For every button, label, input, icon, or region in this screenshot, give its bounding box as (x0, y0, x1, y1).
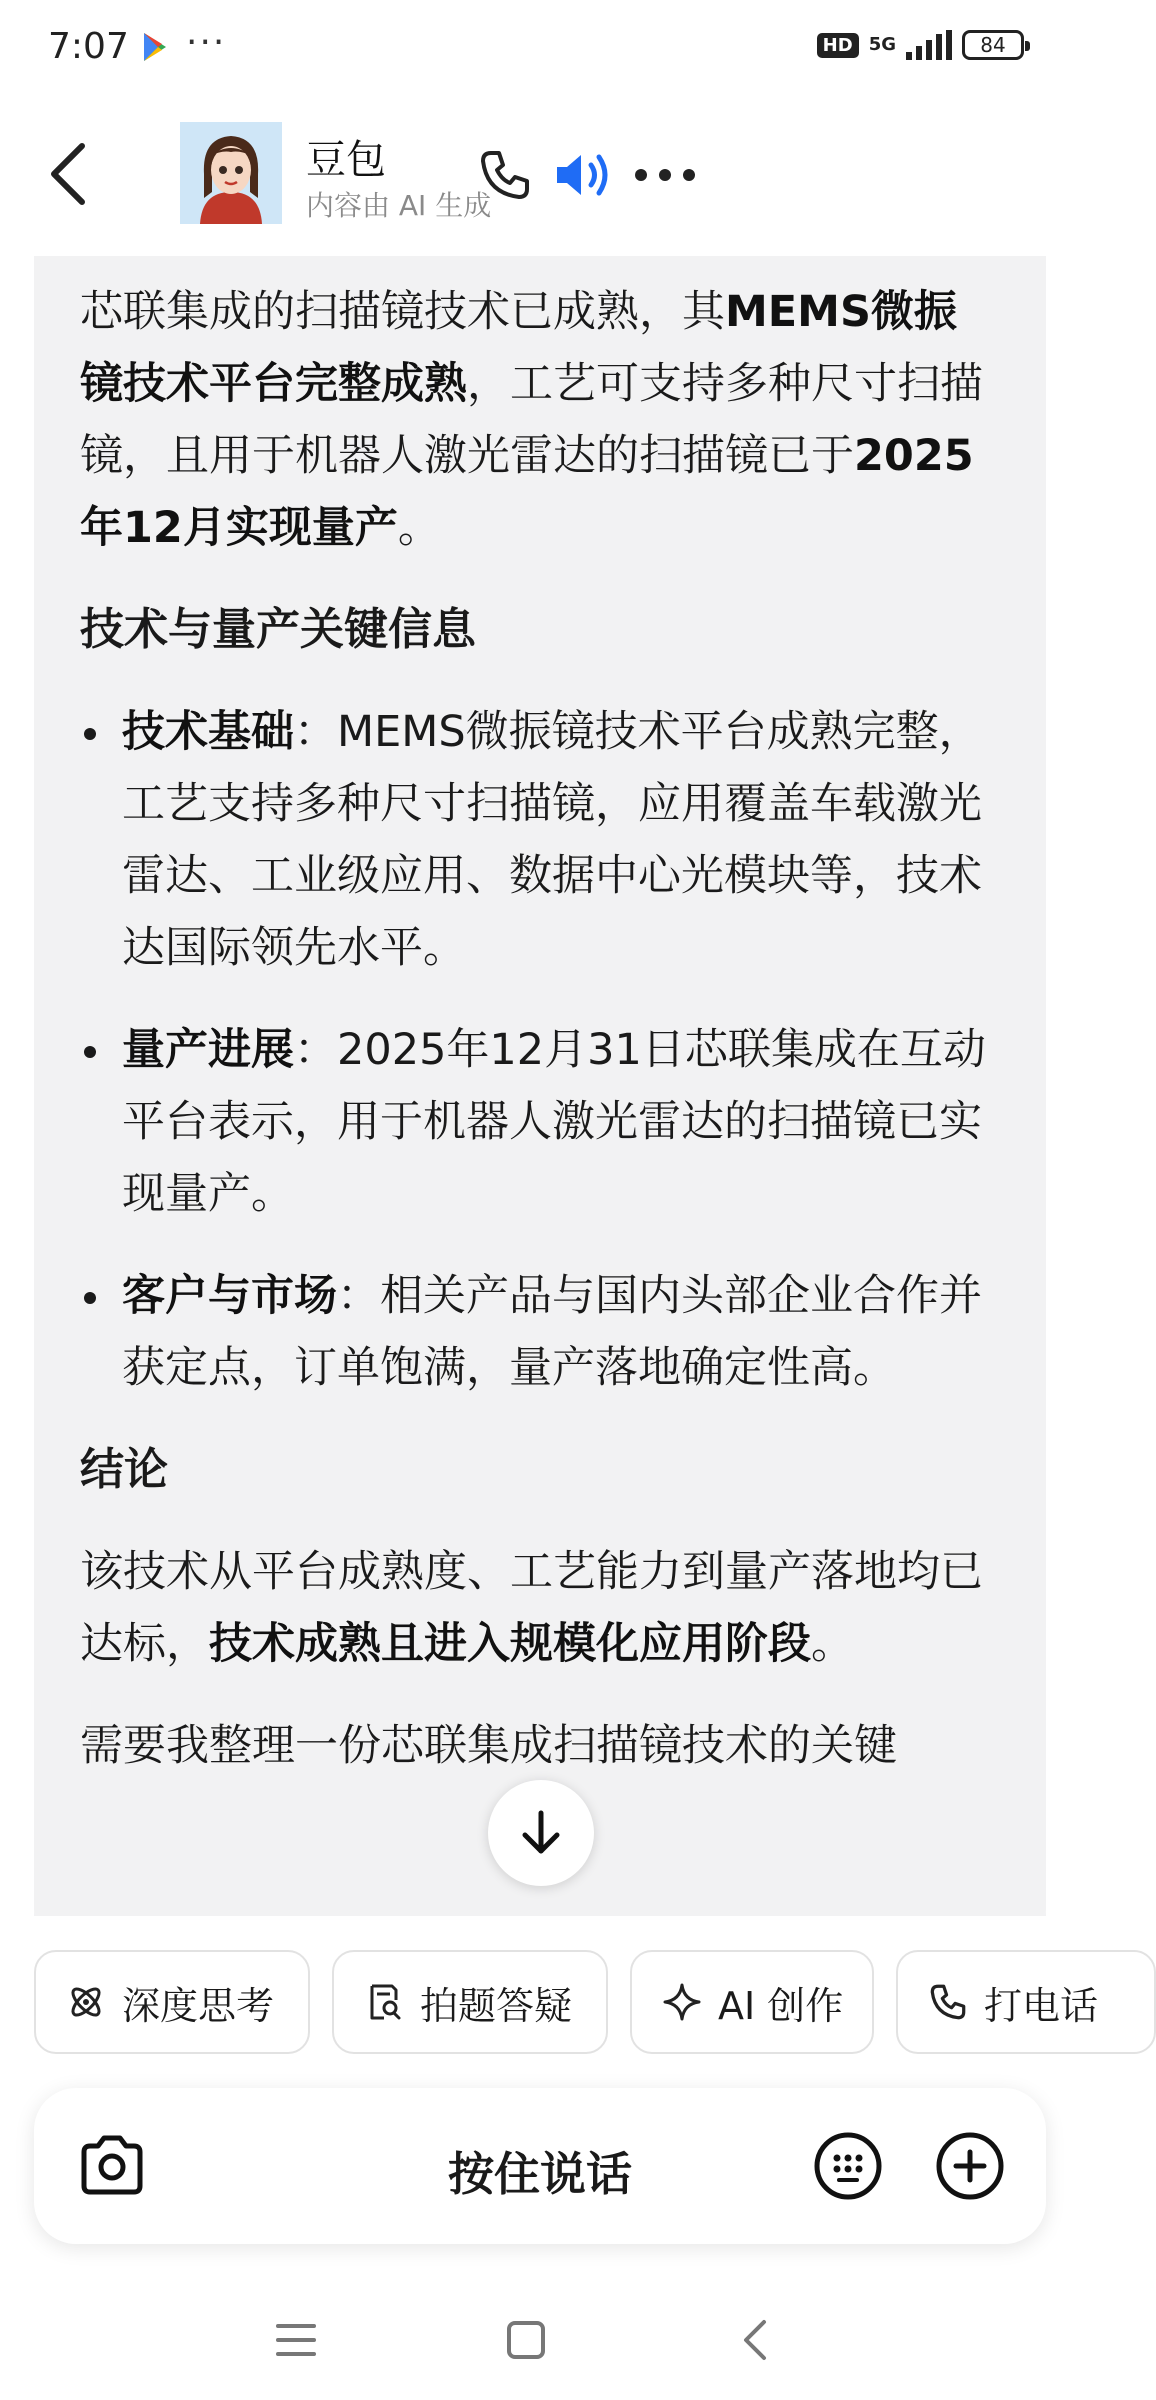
chip-label: 打电话 (984, 1983, 1099, 2028)
chip-photo-question[interactable] (332, 1950, 608, 2054)
intro-text-3: 。 (397, 503, 441, 553)
section-heading: 技术与量产关键信息 (80, 604, 476, 655)
conclusion-bold: 技术成熟且进入规模化应用阶段 (209, 1619, 811, 1669)
input-bar (34, 2088, 1046, 2244)
menu-icon[interactable] (266, 2310, 326, 2370)
followup-question: 需要我整理一份芯联集成扫描镜技术的关键 (80, 1721, 897, 1771)
bullet-text: 2025年12月31日芯联集成在互动平台表示，用于机器人激光雷达的扫描镜已实现量产。 (122, 1025, 986, 1219)
bullet-separator: ： (294, 1025, 337, 1075)
bullet-label: 客户与市场 (122, 1271, 337, 1321)
list-item (80, 696, 990, 984)
bullet-text: MEMS微振镜技术平台成熟完整，工艺支持多种尺寸扫描镜，应用覆盖车载激光雷达、工业级应用、数据中心光模块等，技术达国际领先水平。 (122, 707, 982, 973)
voice-toggle-button[interactable] (550, 140, 620, 210)
ai-generated-label: 内容由 AI 生成 (306, 189, 492, 222)
call-button[interactable] (470, 140, 540, 210)
battery-indicator: 84 (962, 30, 1024, 60)
atom-icon (66, 1982, 106, 2022)
hd-badge: HD (817, 33, 859, 58)
conclusion-paragraph (80, 1536, 990, 1680)
intro-text-2: ，工艺可支持多种尺寸扫描镜，且用于机器人激光雷达的扫描镜已于 (80, 359, 983, 481)
conclusion-heading: 结论 (80, 1444, 168, 1495)
nav-back-icon[interactable] (726, 2310, 786, 2370)
plus-icon[interactable] (934, 2130, 1006, 2202)
hold-to-talk-button[interactable]: 按住说话 (448, 2147, 632, 2201)
message-content (80, 276, 990, 1812)
play-store-icon (138, 30, 172, 64)
quick-actions (34, 1950, 1099, 2054)
home-icon[interactable] (496, 2310, 556, 2370)
bullet-separator: ： (337, 1271, 380, 1321)
status-bar (0, 0, 1080, 100)
keyboard-icon[interactable] (812, 2130, 884, 2202)
intro-text-1: 芯联集成的扫描镜技术已成熟，其 (80, 287, 725, 337)
chip-label: AI 创作 (718, 1983, 844, 2028)
status-time: 7:07 (48, 26, 129, 67)
chat-header (0, 100, 1080, 250)
list-item (80, 1014, 990, 1230)
chip-label: 拍题答疑 (420, 1983, 573, 2028)
more-options-button[interactable] (630, 140, 700, 210)
network-type: 5G (868, 34, 896, 55)
chip-deep-thinking[interactable] (34, 1950, 310, 2054)
arrow-down-icon (519, 1809, 563, 1857)
notification-more-icon: ··· (186, 22, 227, 63)
bullet-separator: ： (294, 707, 337, 757)
conclusion-text-1: 该技术从平台成熟度、工艺能力到量产落地均已达标， (80, 1547, 983, 1669)
status-indicators (817, 30, 1024, 60)
speaker-icon (553, 147, 617, 203)
bullet-text: 相关产品与国内头部企业合作并获定点，订单饱满，量产落地确定性高。 (122, 1271, 982, 1393)
intro-bold-2: 2025年12月实现量产 (80, 431, 974, 553)
intro-bold-1: MEMS微振镜技术平台完整成熟 (80, 287, 957, 409)
phone-icon (928, 1982, 968, 2022)
assistant-message (34, 256, 1046, 1916)
intro-paragraph (80, 276, 990, 564)
bullet-label: 技术基础 (122, 707, 294, 757)
sparkle-icon (662, 1982, 702, 2022)
scroll-fade (34, 1886, 1046, 1916)
list-item (80, 1260, 990, 1404)
back-icon[interactable] (40, 136, 100, 212)
chip-phone-call[interactable] (896, 1950, 1156, 2054)
chat-title: 豆包 (306, 137, 386, 183)
search-doc-icon (364, 1982, 404, 2022)
avatar-image (180, 122, 282, 224)
signal-icon (906, 30, 952, 60)
scroll-to-bottom-button[interactable] (488, 1780, 594, 1886)
more-icon (634, 168, 696, 182)
system-nav-bar (0, 2280, 1080, 2400)
bullet-label: 量产进展 (122, 1025, 294, 1075)
bullet-list (80, 696, 990, 1404)
conclusion-text-2: 。 (811, 1619, 854, 1669)
chip-ai-creation[interactable] (630, 1950, 874, 2054)
phone-icon (477, 147, 533, 203)
avatar[interactable] (180, 122, 282, 224)
chip-label: 深度思考 (122, 1983, 275, 2028)
